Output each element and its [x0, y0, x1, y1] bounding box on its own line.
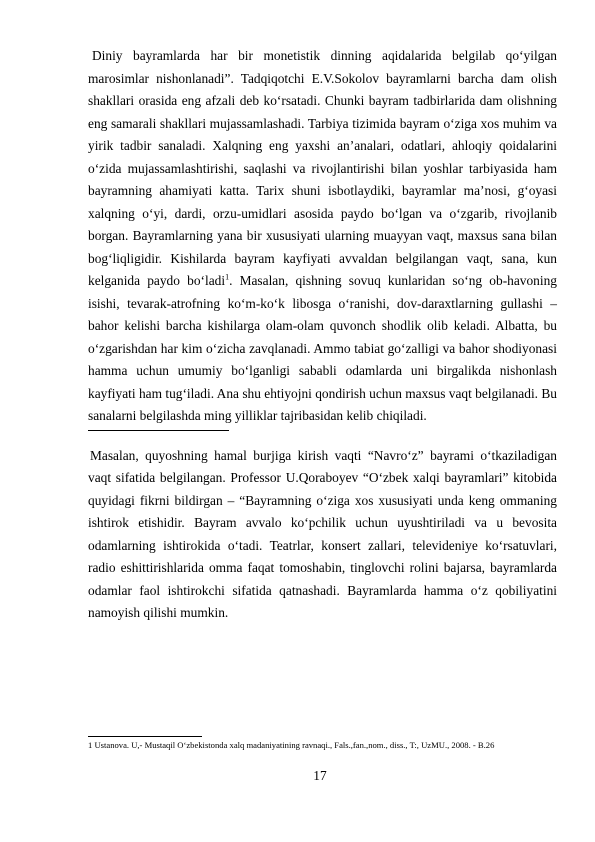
- spacer: [88, 431, 557, 445]
- paragraph-1: [88, 45, 557, 428]
- paragraph-1-text-before-ref: Diniy bayramlarda har bir monetistik dinning aqidalarida belgilab qo‘yilgan marosimlar nishonlanadi”. Tadqiqotchi E.V.Sokolov bayramlarni barcha dam olish shakllari orasida eng afzali deb ko‘rsatadi. Chunki bayram tadbirlarida dam olishning eng samarali shakllari mujassamlashadi. Tarbiya tizimida bayram o‘ziga xos muhim va yirik tadbir sanaladi. Xalqning eng yaxshi an’analari, odatlari, ahloqiy qoidalarini o‘zida mujassamlashtirishi, saqlashi va rivojlantirishi bilan yoshlar tarbiyasida ham bayramning ahamiyati katta. Tarix shuni isbotlaydiki, bayramlar ma’nosi, g‘oyasi xalqning o‘yi, dardi, orzu-umidlari asosida paydo bo‘lgan va o‘zgarib, rivojlanib borgan. Bayramlarning yana bir xususiyati ularning muayyan vaqt, maxsus sana bilan bog‘liqligidir. Kishilarda bayram kayfiyati avvaldan belgilangan vaqt, sana, kun kelganida paydo bo‘ladi: [88, 48, 557, 288]
- paragraph-2: Masalan, quyoshning hamal burjiga kirish vaqti “Navro‘z” bayrami o‘tkaziladigan vaqt sifatida belgilangan. Professor U.Qoraboyev “O‘zbek xalqi bayramlari” kitobida quyidagi fikrni bildirgan – “Bayramning o‘ziga xos xususiyati unda keng ommaning ishtirok etishidir. Bayram avvalo ko‘pchilik uchun uyushtiriladi va u bevosita odamlarning ishtirokida o‘tadi. Teatrlar, konsert zallari, televideniye ko‘rsatuvlari, radio eshittirishlarida omma faqat tomoshabin, tinglovchi rolini bajarsa, bayramlarda odamlar faol ishtirokchi sifatida qatnashadi. Bayramlarda hamma o‘z qobiliyatini namoyish qilishi mumkin.: [88, 447, 557, 620]
- paragraph-1-text-after-ref: . Masalan, qishning sovuq kunlaridan so‘ng ob-havoning isishi, tevarak-atrofning ko‘m-ko‘k libosga o‘ranishi, dov-daraxtlarning gullashi – bahor kelishi barcha kishilarga olam-olam quvonch shodlik olib keladi. Albatta, bu o‘zgarishdan har kim o‘zicha zavqlanadi. Ammo tabiat go‘zalligi va bahor shodiyonasi hamma uchun umumiy bo‘lganligi sababli odamlarda uni birgalikda nishonlash kayfiyati ham tug‘iladi. Ana shu ehtiyojni qondirish uchun maxsus vaqt belgilanadi. Bu sanalarni belgilashda ming yilliklar tajribasidan kelib chiqiladi.: [88, 273, 557, 423]
- page-body: [88, 45, 557, 625]
- footnote-divider: [88, 736, 202, 737]
- page-number: 17: [313, 768, 327, 783]
- footnote-text: 1 Ustanova. U,- Mustaqil O‘zbekistonda xalq madaniyatining ravnaqi., Fals.,fan.,nom., diss., T:, UzMU., 2008. - B.26: [88, 740, 495, 750]
- footnote-reference[interactable]: 1: [225, 272, 230, 282]
